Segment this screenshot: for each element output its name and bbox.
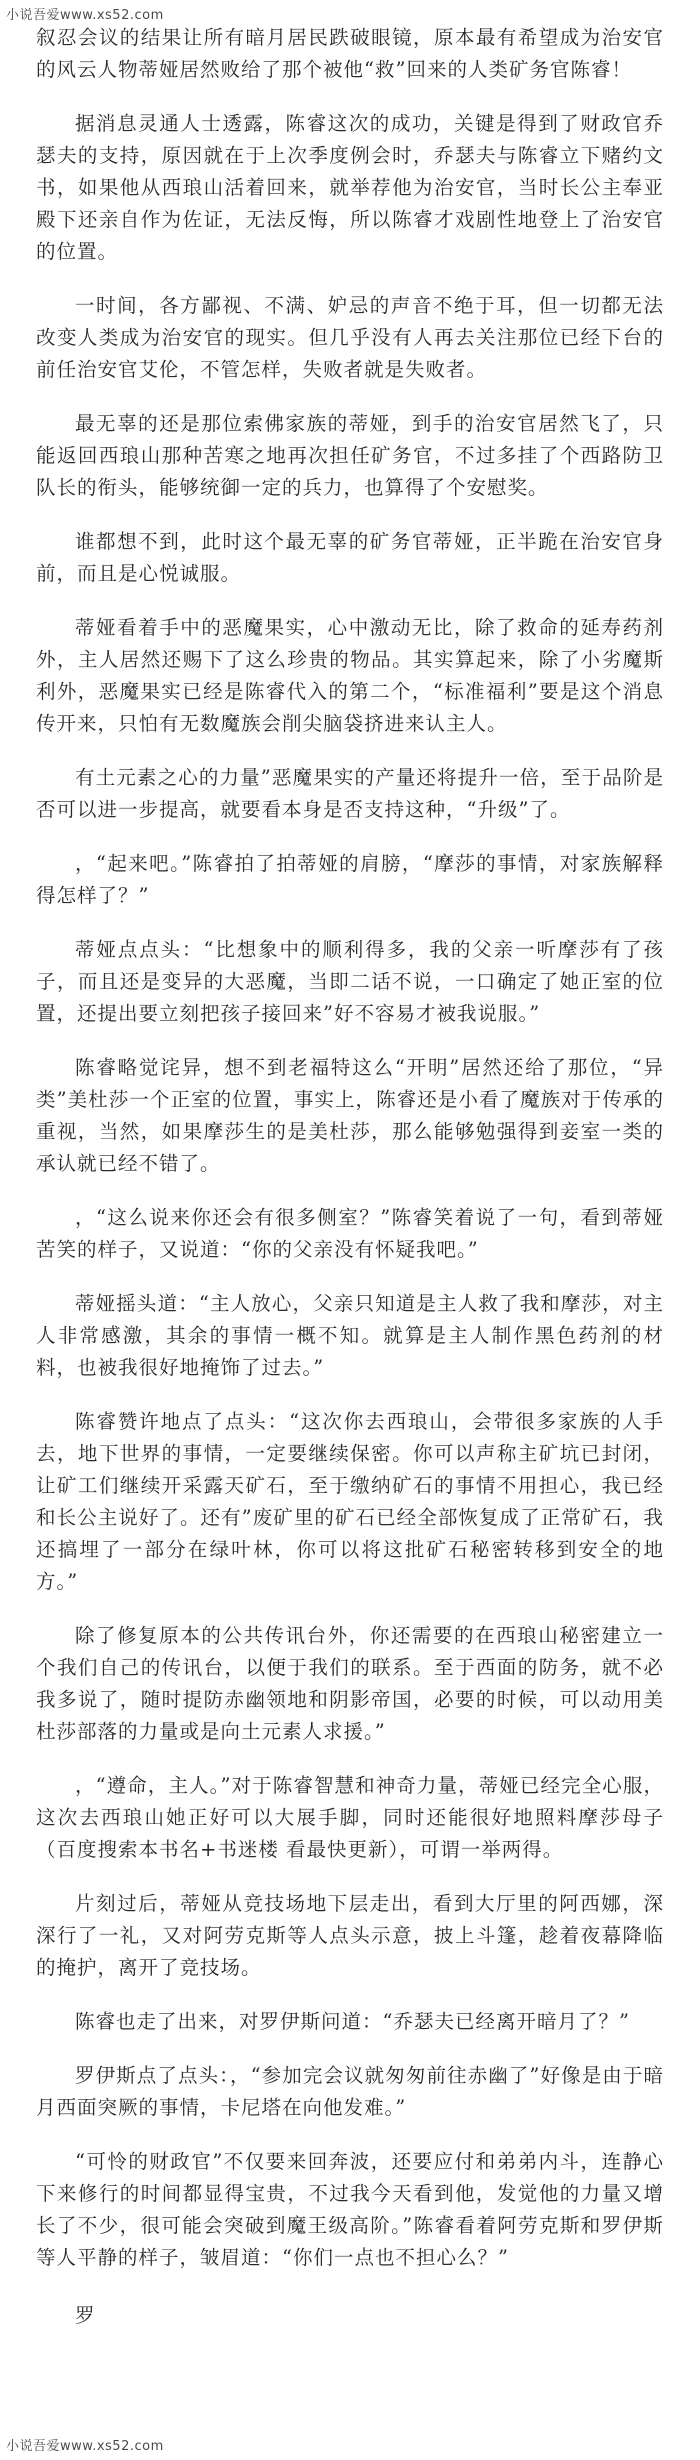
paragraph: 罗 bbox=[75, 2304, 96, 2327]
paragraph: 有土元素之心的力量”恶魔果实的产量还将提升一倍，至于品阶是否可以进一步提高，就要看本身是否支持这种，“升级”了。 bbox=[36, 766, 664, 821]
paragraph: ，“这么说来你还会有很多侧室？”陈睿笑着说了一句，看到蒂娅苦笑的样子，又说道：“你的父亲没有怀疑我吧。” bbox=[36, 1206, 664, 1261]
paragraph: 陈睿略觉诧异，想不到老福特这么“开明”居然还给了那位，“异类”美杜莎一个正室的位置，事实上，陈睿还是小看了魔族对于传承的重视，当然，如果摩莎生的是美杜莎，那么能够勉强得到妾室一类的承认就已经不错了。 bbox=[36, 1056, 664, 1175]
site-header: 小说吾爱www.xs52.com bbox=[6, 8, 164, 23]
paragraph: 蒂娅摇头道：“主人放心，父亲只知道是主人救了我和摩莎，对主人非常感激，其余的事情一概不知。就算是主人制作黑色药剂的材料，也被我很好地掩饰了过去。” bbox=[36, 1292, 664, 1379]
site-footer: 小说吾爱www.xs52.com bbox=[6, 2439, 164, 2454]
paragraph: 蒂娅点点头：“比想象中的顺利得多，我的父亲一听摩莎有了孩子，而且还是变异的大恶魔，当即二话不说，一口确定了她正室的位置，还提出要立刻把孩子接回来”好不容易才被我说服。” bbox=[36, 938, 664, 1025]
paragraph: 陈睿也走了出来，对罗伊斯问道：“乔瑟夫已经离开暗月了？” bbox=[75, 2010, 630, 2033]
paragraph: 最无辜的还是那位索佛家族的蒂娅，到手的治安官居然飞了，只能返回西琅山那种苦寒之地再次担任矿务官，不过多挂了个西路防卫队长的衔头，能够统御一定的兵力，也算得了个安慰奖。 bbox=[36, 412, 664, 499]
paragraph: ，“起来吧。”陈睿拍了拍蒂娅的肩膀，“摩莎的事情，对家族解释得怎样了？” bbox=[36, 852, 664, 907]
paragraph: 罗伊斯点了点头：，“参加完会议就匆匆前往赤幽了”好像是由于暗月西面突厥的事情，卡尼塔在向他发难。” bbox=[36, 2064, 664, 2119]
paragraph: 片刻过后，蒂娅从竞技场地下层走出，看到大厅里的阿西娜，深深行了一礼，又对阿劳克斯等人点头示意，披上斗篷，趁着夜幕降临的掩护，离开了竞技场。 bbox=[36, 1892, 664, 1979]
paragraph: 除了修复原本的公共传讯台外，你还需要的在西琅山秘密建立一个我们自己的传讯台，以便于我们的联系。至于西面的防务，就不必我多说了，随时提防赤幽领地和阴影帝国，必要的时候，可以动用美杜莎部落的力量或是向土元素人求援。” bbox=[36, 1624, 664, 1743]
paragraph: 陈睿赞许地点了点头：“这次你去西琅山，会带很多家族的人手去，地下世界的事情，一定要继续保密。你可以声称主矿坑已封闭，让矿工们继续开采露天矿石，至于缴纳矿石的事情不用担心，我已经和长公主说好了。还有”废矿里的矿石已经全部恢复成了正常矿石，我还搞埋了一部分在绿叶林，你可以将这批矿石秘密转移到安全的地方。” bbox=[36, 1410, 664, 1593]
paragraph: “可怜的财政官”不仅要来回奔波，还要应付和弟弟内斗，连静心下来修行的时间都显得宝贵，不过我今天看到他，发觉他的力量又增长了不少，很可能会突破到魔王级高阶。”陈睿看着阿劳克斯和罗伊斯等人平静的样子，皱眉道：“你们一点也不担心么？” bbox=[36, 2150, 664, 2269]
paragraph: 一时间，各方鄙视、不满、妒忌的声音不绝于耳，但一切都无法改变人类成为治安官的现实。但几乎没有人再去关注那位已经下台的前任治安官艾伦，不管怎样，失败者就是失败者。 bbox=[36, 294, 664, 381]
chapter-text bbox=[0, 22, 700, 2432]
paragraph: 叙忍会议的结果让所有暗月居民跌破眼镜，原本最有希望成为治安官的风云人物蒂娅居然败给了那个被他“救”回来的人类矿务官陈睿！ bbox=[36, 26, 664, 81]
paragraph: 据消息灵通人士透露，陈睿这次的成功，关键是得到了财政官乔瑟夫的支持，原因就在于上次季度例会时，乔瑟夫与陈睿立下赌约文书，如果他从西琅山活着回来，就举荐他为治安官，当时长公主奉亚殿下还亲自作为佐证，无法反悔，所以陈睿才戏剧性地登上了治安官的位置。 bbox=[36, 112, 664, 263]
paragraph: 谁都想不到，此时这个最无辜的矿务官蒂娅，正半跪在治安官身前，而且是心悦诚服。 bbox=[36, 530, 664, 585]
paragraph: 蒂娅看着手中的恶魔果实，心中激动无比，除了救命的延寿药剂外，主人居然还赐下了这么珍贵的物品。其实算起来，除了小劣魔斯利外，恶魔果实已经是陈睿代入的第二个，“标准福利”要是这个消息传开来，只怕有无数魔族会削尖脑袋挤进来认主人。 bbox=[36, 616, 664, 735]
paragraph: ，“遵命，主人。”对于陈睿智慧和神奇力量，蒂娅已经完全心服，这次去西琅山她正好可以大展手脚，同时还能很好地照料摩莎母子（百度搜索本书名+书迷楼 看最快更新），可谓一举两得。 bbox=[36, 1774, 664, 1861]
